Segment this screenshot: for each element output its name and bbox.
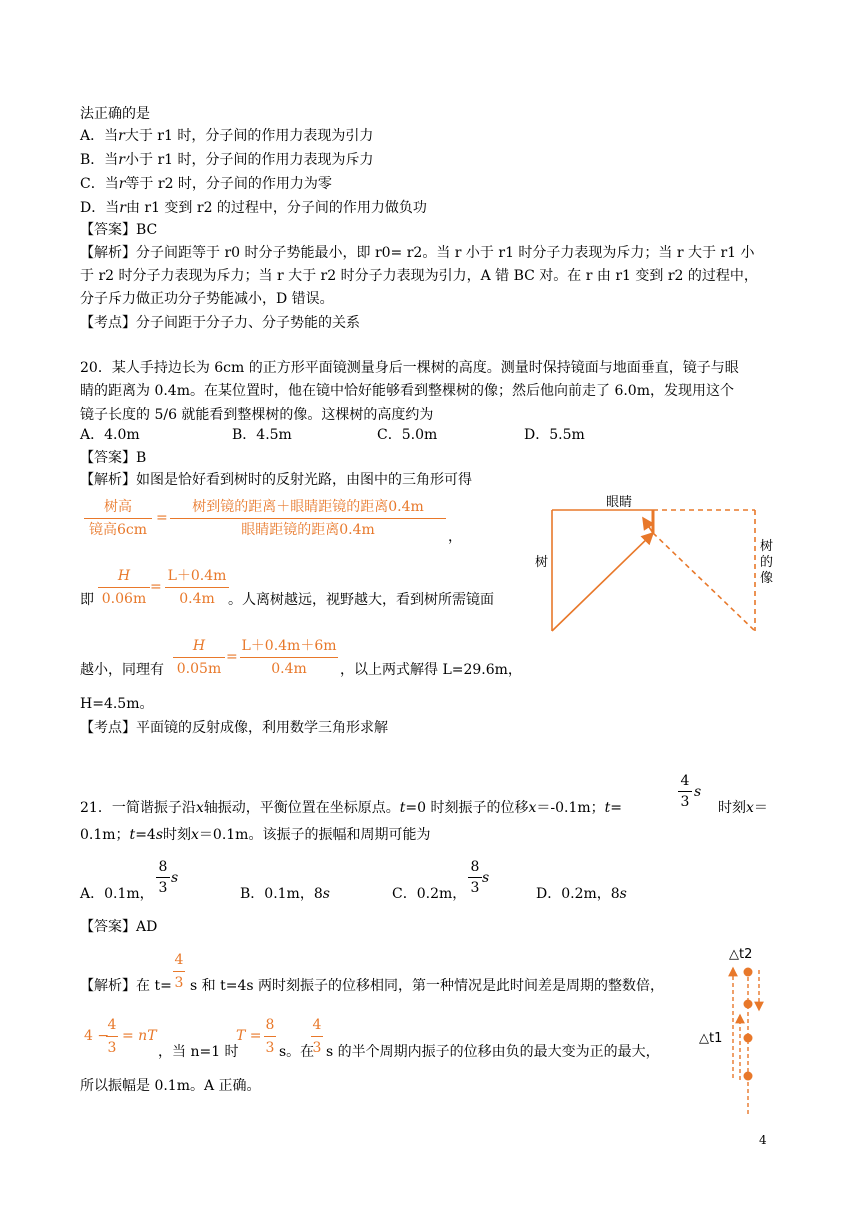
analysis-line: s。在 xyxy=(279,1044,315,1060)
label-t1: △t1 xyxy=(699,1031,723,1046)
fraction-4-3: 4 3 xyxy=(174,952,184,991)
option-b: B．当r小于 r1 时，分子间的作用力表现为斥力 xyxy=(80,152,374,168)
analysis-line: 于 r2 时分子力表现为斥力；当 r 大于 r2 时分子力表现为引力，A 错 BC 对。在 r 由 r1 变到 r2 的过程中， xyxy=(80,268,758,284)
fraction-4-3: 4 3 xyxy=(107,1017,117,1056)
analysis-line: 分子斥力做正功分子势能减小，D 错误。 xyxy=(80,291,334,307)
option-d: D．0.2m，8s xyxy=(536,886,627,902)
knowledge-point: 【考点】分子间距于分子力、分子势能的关系 xyxy=(80,315,360,331)
question-21-line: 21．一简谐振子沿x轴振动，平衡位置在坐标原点。t=0 时刻振子的位移x＝-0.1m；t= xyxy=(80,800,623,816)
label-eye: 眼睛 xyxy=(606,495,633,510)
position-dot xyxy=(744,1000,753,1009)
mirror-reflection-diagram xyxy=(530,488,790,648)
analysis-line: 越小，同理有 xyxy=(80,662,164,678)
text: 即 xyxy=(80,592,94,608)
punctuation: ， xyxy=(448,529,462,545)
question-20-line: 20．某人手持边长为 6cm 的正方形平面镜测量身后一棵树的高度。测量时保持镜面与地面垂直，镜子与眼 xyxy=(80,360,739,376)
label-t2: △t2 xyxy=(729,947,753,962)
virtual-ray xyxy=(653,533,755,631)
formula-fraction: 树到镜的距离＋眼睛距镜的距离0.4m 眼睛距镜的距离0.4m xyxy=(170,497,446,540)
knowledge-point: 【考点】平面镜的反射成像，利用数学三角形求解 xyxy=(80,720,388,736)
analysis-line: ，当 n=1 时 xyxy=(158,1044,239,1060)
position-dot xyxy=(744,1072,753,1081)
fraction-4-3: 4 3 xyxy=(678,772,692,811)
question-20-line: 镜子长度的 5/6 就能看到整棵树的像。这棵树的高度约为 xyxy=(80,407,434,423)
position-dot xyxy=(744,1034,753,1043)
label-image: 像 xyxy=(760,571,774,586)
option-c: C．0.2m， xyxy=(392,886,467,902)
analysis-line: 【解析】分子间距等于 r0 时分子势能最小，即 r0= r2。当 r 小于 r1 时分子力表现为斥力；当 r 大于 r1 小 xyxy=(80,245,755,261)
fraction-8-3: 8 3 xyxy=(265,1017,275,1056)
incident-ray xyxy=(552,533,653,631)
label-tree: 树 xyxy=(535,555,549,570)
unit-s: s xyxy=(171,870,179,886)
fraction-4-3: 4 3 xyxy=(312,1017,322,1056)
oscillation-diagram xyxy=(695,940,795,1120)
analysis-line: 【解析】如图是恰好看到树时的反射光路，由图中的三角形可得 xyxy=(80,472,472,488)
option-c: C．当r等于 r2 时，分子间的作用力为零 xyxy=(80,176,332,192)
equals-sign: = xyxy=(226,649,238,665)
page-number: 4 xyxy=(759,1133,767,1147)
answer: 【答案】BC xyxy=(80,222,158,238)
label-image: 树 xyxy=(760,539,774,554)
option-d: D．5.5m xyxy=(524,427,585,443)
question-20-line: 睛的距离为 0.4m。在某位置时，他在镜中恰好能够看到整棵树的像；然后他向前走了 6.0m，发现用这个 xyxy=(80,383,734,399)
option-a: A．4.0m xyxy=(80,427,140,443)
fraction-8-3: 8 3 xyxy=(156,858,170,897)
analysis-line: s 和 t=4s 两时刻振子的位移相同，第一种情况是此时间差是周期的整数倍， xyxy=(190,978,664,994)
option-c: C．5.0m xyxy=(377,427,438,443)
formula: T = xyxy=(236,1028,262,1044)
formula-fraction: 树高 镜高6cm xyxy=(84,497,152,540)
answer: 【答案】AD xyxy=(80,919,158,935)
formula-fraction: H 0.05m xyxy=(173,636,225,679)
analysis-line: s 的半个周期内振子的位移由负的最大变为正的最大， xyxy=(326,1044,660,1060)
option-d: D．当r由 r1 变到 r2 的过程中，分子间的作用力做负功 xyxy=(80,200,427,216)
unit-s: s xyxy=(694,784,702,800)
position-dot xyxy=(744,968,753,977)
unit-s: s xyxy=(482,870,490,886)
formula-fraction: L＋0.4m 0.4m xyxy=(165,566,229,609)
question-21-line: 时刻x＝ xyxy=(718,800,768,816)
equals-sign: = xyxy=(150,579,162,595)
answer: 【答案】B xyxy=(80,450,147,466)
option-a: A．当r大于 r1 时，分子间的作用力表现为引力 xyxy=(80,128,374,144)
analysis-line: 。人离树越远，视野越大，看到树所需镜面 xyxy=(228,592,494,608)
option-a: A．0.1m， xyxy=(80,886,154,902)
formula-fraction: L＋0.4m＋6m 0.4m xyxy=(241,638,337,677)
analysis-line: H=4.5m。 xyxy=(80,696,154,712)
analysis-line: 【解析】在 t= xyxy=(80,978,172,994)
option-b: B．0.1m，8s xyxy=(240,886,330,902)
formula-fraction: H 0.06m xyxy=(98,566,150,609)
option-b: B．4.5m xyxy=(232,427,292,443)
text-line: 法正确的是 xyxy=(80,106,150,122)
analysis-line: 所以振幅是 0.1m。A 正确。 xyxy=(80,1078,261,1094)
analysis-line: ，以上两式解得 L=29.6m， xyxy=(340,662,522,678)
formula: 4 − xyxy=(84,1028,110,1044)
equals-sign: = xyxy=(156,510,168,526)
question-21-line: 0.1m；t=4s时刻x＝0.1m。该振子的振幅和周期可能为 xyxy=(80,827,431,843)
label-image: 的 xyxy=(760,555,774,570)
formula: = nT xyxy=(122,1028,157,1044)
fraction-8-3: 8 3 xyxy=(468,858,482,897)
